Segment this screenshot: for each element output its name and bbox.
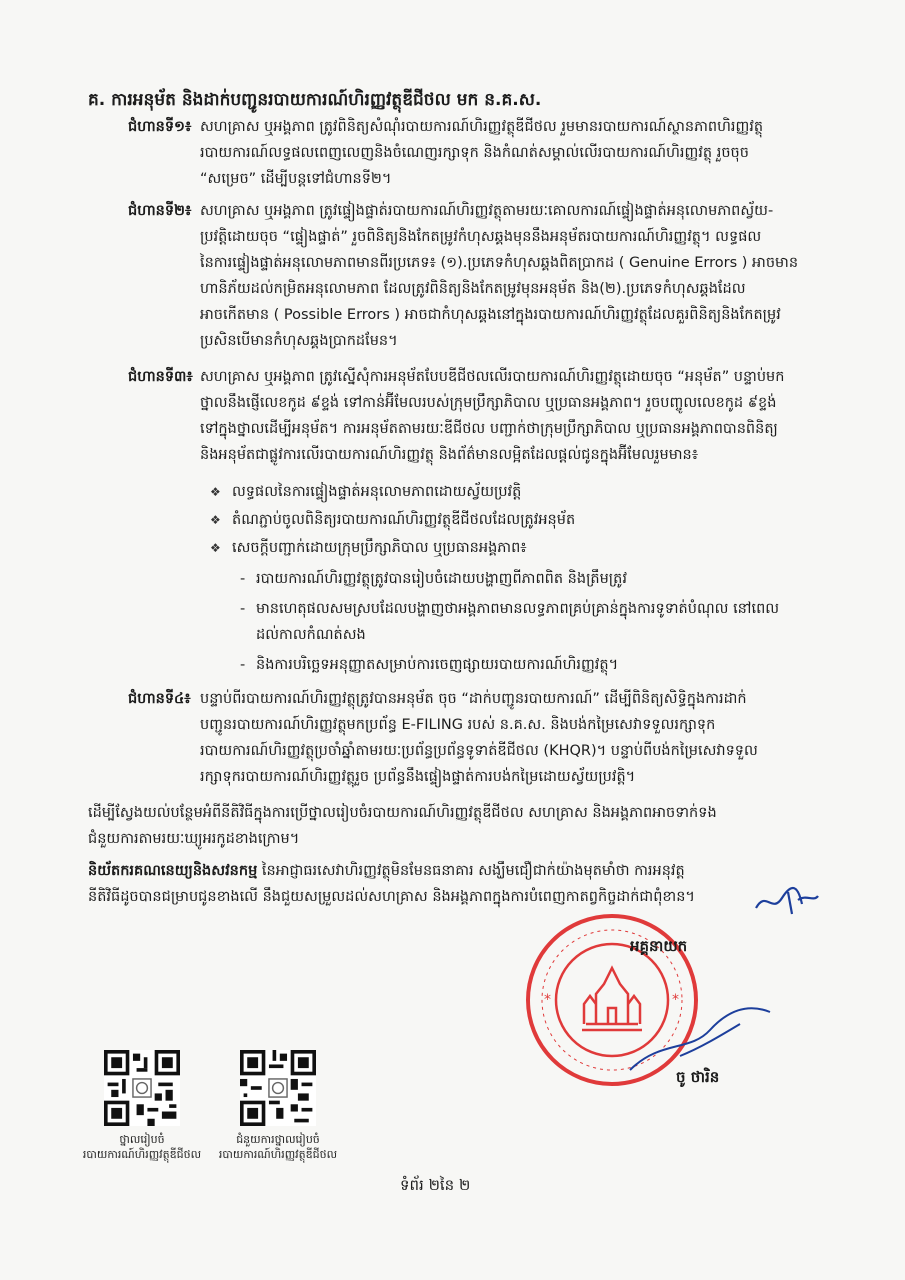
- qr-code-assistant[interactable]: [208, 1050, 348, 1162]
- paragraph-line: ដើម្បីស្វែងយល់បន្ថែមអំពីនីតិវិធីក្នុងការប្រើថ្នាលរៀបចំរបាយការណ៍ហិរញ្ញវត្ថុឌីជីថល សហគ្រាស និងអង្គភាពអាចទាក់ទង: [88, 805, 717, 821]
- list-item: [210, 478, 810, 506]
- step-3-line: សហគ្រាស ឬអង្គភាព ត្រូវស្នើសុំការអនុម័តបែបឌីជីថលលើរបាយការណ៍ហិរញ្ញវត្ថុដោយចុច “អនុម័ត” បន្ទាប់មក: [200, 369, 785, 385]
- bullet-text: សេចក្តីបញ្ជាក់ដោយក្រុមប្រឹក្សាភិបាល ឬប្រធានអង្គភាព៖: [232, 540, 527, 556]
- paragraph-line: ជំនួយការតាមរយៈឃ្យូអរកូដខាងក្រោម។: [88, 831, 300, 847]
- list-item: [210, 534, 810, 562]
- step-2-line: ហានិភ័យដល់កម្រិតអនុលោមភាព ដែលត្រូវពិនិត្យនិងកែតម្រូវមុនអនុម័ត និង(២).ប្រភេទកំហុសឆ្គងដែល: [200, 281, 746, 297]
- step-2-body: [200, 198, 828, 354]
- step-4-line: បន្ទាប់ពីរបាយការណ៍ហិរញ្ញវត្ថុត្រូវបានអនុម័ត ចុច “ដាក់បញ្ជូនរបាយការណ៍” ដើម្បីពិនិត្យសិទ្ធិក្នុងការដាក់: [200, 691, 747, 707]
- diamond-bullet-icon: ❖: [210, 485, 221, 499]
- signature-mark: [620, 990, 780, 1080]
- list-item: [240, 596, 820, 648]
- dash-bullet: -: [240, 571, 246, 587]
- initials-mark: [752, 880, 822, 920]
- step-4-body: [200, 686, 828, 790]
- sub-item-text: ដល់កាលកំណត់សង: [256, 627, 366, 643]
- step-3-label: ជំហានទី៣៖: [128, 369, 193, 385]
- diamond-bullet-icon: ❖: [210, 513, 221, 527]
- bullet-text: តំណភ្ជាប់ចូលពិនិត្យរបាយការណ៍ហិរញ្ញវត្ថុឌីជីថលដែលត្រូវអនុម័ត: [232, 512, 576, 528]
- step-3: [128, 364, 828, 468]
- qr-caption: របាយការណ៍ហិរញ្ញវត្ថុឌីជីថល: [218, 1148, 338, 1161]
- step-3-body: [200, 364, 828, 468]
- paragraph-line: នីតិវិធីដូចបានជម្រាបជូនខាងលើ នឹងជួយសម្រួលដល់សហគ្រាស និងអង្គភាពក្នុងការបំពេញកាតព្វកិច្ចដាក់ជាពុំខាន។: [88, 889, 695, 905]
- signatory-name: ចូ ថារិន: [676, 1068, 720, 1086]
- step-1-label: ជំហានទី១៖: [128, 119, 192, 135]
- qr-caption: របាយការណ៍ហិរញ្ញវត្ថុឌីជីថល: [82, 1148, 202, 1161]
- step-4-line: បញ្ជូនរបាយការណ៍ហិរញ្ញវត្ថុមកប្រព័ន្ធ E-FILING របស់ ន.គ.ស. និងបង់កម្រៃសេវាទទួលរក្សាទុក: [200, 717, 716, 733]
- step-3-line: និងអនុម័តជាផ្លូវការលើរបាយការណ៍ហិរញ្ញវត្ថុ និងព័ត៌មានលម្អិតដែលផ្ដល់ជូនក្នុងអ៊ីមែលរួមមាន៖: [200, 447, 699, 463]
- step-4-label: ជំហានទី៤៖: [128, 691, 191, 707]
- bullet-text: លទ្ធផលនៃការផ្ទៀងផ្ទាត់អនុលោមភាពដោយស្វ័យប្រវត្តិ: [232, 484, 522, 500]
- svg-text:*: *: [672, 992, 679, 1008]
- signatory-title: អគ្គនាយក: [630, 937, 688, 955]
- step-1-line: របាយការណ៍លទ្ធផលពេញលេញនិងចំណេញរក្សាទុក និងកំណត់សម្គាល់លើរបាយការណ៍ហិរញ្ញវត្ថុ រួចចុច: [200, 145, 749, 161]
- diamond-bullet-icon: ❖: [210, 541, 221, 555]
- step-2-line: ប្រវត្តិដោយចុច “ផ្ទៀងផ្ទាត់” រួចពិនិត្យនិងកែតម្រូវកំហុសឆ្គងមុននឹងអនុម័តរបាយការណ៍ហិរញ្ញវត្ថុ។ លទ្ធផល: [200, 229, 762, 245]
- paragraph-line: [88, 858, 828, 884]
- list-item: [240, 566, 820, 592]
- step-3-line: ទៅក្នុងថ្នាលដើម្បីអនុម័ត។ ការអនុម័តតាមរយៈឌីជីថល បញ្ជាក់ថាក្រុមប្រឹក្សាភិបាល ឬប្រធានអង្គភាពបានពិនិត្យ: [200, 421, 778, 437]
- sub-item-text: និងការបរិច្ឆេទអនុញ្ញាតសម្រាប់ការចេញផ្សាយរបាយការណ៍ហិរញ្ញវត្ថុ។: [256, 657, 619, 673]
- approval-bullet-list: [210, 478, 810, 562]
- step-2-line: នៃការផ្ទៀងផ្ទាត់អនុលោមភាពមានពីរប្រភេទ៖ (១).ប្រភេទកំហុសឆ្គងពិតប្រាកដ ( Genuine Errors ) អាចមាន: [200, 255, 799, 271]
- dash-bullet: -: [240, 601, 246, 617]
- step-2-line: ប្រសិនបើមានកំហុសឆ្គងប្រាកដមែន។: [200, 333, 398, 349]
- step-3-line: ថ្នាលនឹងផ្ញើលេខកូដ ៩ខ្ទង់ ទៅកាន់អ៊ីមែលរបស់ក្រុមប្រឹក្សាភិបាល ឬប្រធានអង្គភាព។ រួចបញ្ចូលលេខកូដ ៩ខ្ទង់: [200, 395, 777, 411]
- step-4-line: រក្សាទុករបាយការណ៍ហិរញ្ញវត្ថុរួច ប្រព័ន្ធនឹងផ្ទៀងផ្ទាត់ការបង់កម្រៃដោយស្វ័យប្រវត្តិ។: [200, 769, 636, 785]
- closing-text: នៃអាជ្ញាធរសេវាហិរញ្ញវត្ថុមិនមែនធនាគារ សង្ឃឹមជឿជាក់យ៉ាងមុតមាំថា ការអនុវត្ត: [257, 863, 685, 879]
- sub-item-text: របាយការណ៍ហិរញ្ញវត្ថុត្រូវបានរៀបចំដោយបង្ហាញពីភាពពិត និងត្រឹមត្រូវ: [256, 571, 627, 587]
- step-2: [128, 198, 828, 354]
- step-2-label: ជំហានទី២៖: [128, 203, 192, 219]
- step-1-line: សហគ្រាស ឬអង្គភាព ត្រូវពិនិត្យសំណុំរបាយការណ៍ហិរញ្ញវត្ថុឌីជីថល រួមមានរបាយការណ៍ស្ថានភាពហិរញ្ញវត្ថុ: [200, 119, 764, 135]
- qr-code-platform[interactable]: [72, 1050, 212, 1162]
- svg-text:*: *: [544, 992, 551, 1008]
- declaration-sub-list: [240, 566, 820, 682]
- step-4-line: របាយការណ៍ហិរញ្ញវត្ថុប្រចាំឆ្នាំតាមរយៈប្រព័ន្ធប្រព័ន្ធទូទាត់ឌីជីថល (KHQR)។ បន្ទាប់ពីបង់កម្រៃសេវាទទួល: [200, 743, 758, 759]
- qr-caption: ថ្នាលរៀបចំ: [119, 1133, 165, 1146]
- step-2-line: សហគ្រាស ឬអង្គភាព ត្រូវផ្ទៀងផ្ទាត់របាយការណ៍ហិរញ្ញវត្ថុតាមរយៈគោលការណ៍ផ្ទៀងផ្ទាត់អនុលោមភាពស្វ័យ-: [200, 203, 774, 219]
- page-number: ទំព័រ ២នៃ ២: [400, 1176, 471, 1194]
- sub-item-text: មានហេតុផលសមស្របដែលបង្ហាញថាអង្គភាពមានលទ្ធភាពគ្រប់គ្រាន់ក្នុងការទូទាត់បំណុល នៅពេល: [256, 601, 780, 617]
- step-1-body: [200, 114, 828, 192]
- step-1: [128, 114, 828, 192]
- qr-caption: ជំនួយការថ្នាលរៀបចំ: [236, 1133, 320, 1146]
- dash-bullet: -: [240, 657, 246, 673]
- closing-paragraph: [88, 858, 828, 910]
- section-title: គ. ការអនុម័ត និងដាក់បញ្ជូនរបាយការណ៍ហិរញ្ញវត្ថុឌីជីថល មក ន.គ.ស.: [88, 90, 542, 110]
- list-item: [210, 506, 810, 534]
- step-2-line: អាចកើតមាន ( Possible Errors ) អាចជាកំហុសឆ្គងនៅក្នុងរបាយការណ៍ហិរញ្ញវត្ថុដែលគួរពិនិត្យនិងកែតម្រូវ: [200, 307, 781, 323]
- regulator-name: និយ័តករគណនេយ្យនិងសវនកម្ម: [88, 863, 258, 879]
- step-1-line: “សម្រេច” ដើម្បីបន្តទៅជំហានទី២។: [200, 171, 392, 187]
- qr-code-icon[interactable]: [104, 1050, 180, 1126]
- qr-code-icon[interactable]: [240, 1050, 316, 1126]
- list-item: [240, 652, 820, 678]
- contact-paragraph: [88, 800, 828, 852]
- step-4: [128, 686, 828, 790]
